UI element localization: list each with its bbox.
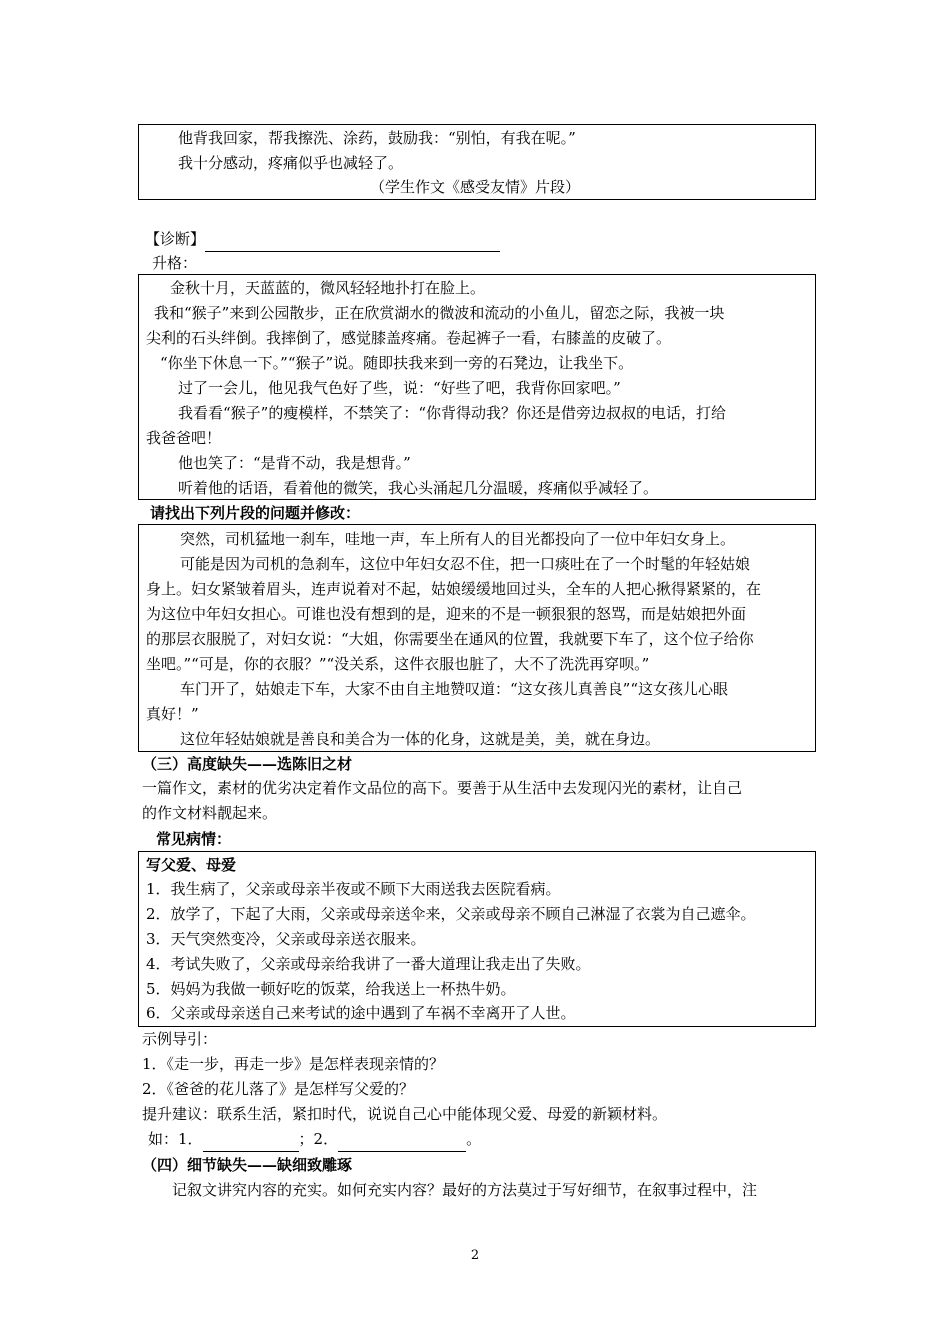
guide-label: 示例导引： — [142, 1030, 218, 1048]
symptom-item-1: 1．我生病了，父亲或母亲半夜或不顾下大雨送我去医院看病。 — [146, 880, 561, 898]
symptom-item-2: 2．放学了，下起了大雨，父亲或母亲送伞来，父亲或母亲不顾自己淋湿了衣裳为自己遮伞。 — [146, 905, 756, 923]
excerpt2-line-3: 尖利的石头绊倒。我摔倒了，感觉膝盖疼痛。卷起裤子一看，右膝盖的皮破了。 — [146, 329, 672, 347]
symptom-item-5: 5．妈妈为我做一顿好吃的饭菜，给我送上一杯热牛奶。 — [146, 980, 516, 998]
excerpt2-line-6: 我看看“猴子”的瘦模样，不禁笑了：“你背得动我？你还是借旁边叔叔的电话，打给 — [178, 404, 727, 422]
example-blank-2[interactable] — [338, 1133, 466, 1152]
symptoms-title: 写父爱、母爱 — [146, 856, 237, 874]
diagnosis-label: 【诊断】 — [145, 227, 500, 252]
excerpt2-line-1: 金秋十月，天蓝蓝的，微风轻轻地扑打在脸上。 — [170, 279, 486, 297]
guide-question-1: 1．《走一步，再走一步》是怎样表现亲情的？ — [142, 1055, 445, 1073]
excerpt2-line-8: 他也笑了：“是背不动，我是想背。” — [178, 454, 411, 472]
excerpt3-line-5: 的那层衣服脱了，对妇女说：“大姐，你需要坐在通风的位置，我就要下车了，这个位子给你 — [146, 630, 754, 648]
excerpt2-line-4: “你坐下休息一下。”“猴子”说。随即扶我来到一旁的石凳边，让我坐下。 — [160, 354, 634, 372]
excerpt3-line-9: 这位年轻姑娘就是善良和美合为一体的化身，这就是美，美，就在身边。 — [180, 730, 661, 748]
guide-suggestion: 提升建议：联系生活，紧扣时代，说说自己心中能体现父爱、母爱的新颖材料。 — [142, 1105, 668, 1123]
excerpt3-line-2: 可能是因为司机的急刹车，这位中年妇女忍不住，把一口痰吐在了一个时髦的年轻姑娘 — [180, 555, 751, 573]
section3-para-line-2: 的作文材料靓起来。 — [142, 804, 278, 822]
section4-para: 记叙文讲究内容的充实。如何充实内容？最好的方法莫过于写好细节，在叙事过程中，注 — [172, 1181, 758, 1199]
diagnosis-blank[interactable] — [205, 233, 500, 252]
excerpt2-line-9: 听着他的话语，看着他的微笑，我心头涌起几分温暖，疼痛似乎减轻了。 — [178, 479, 659, 497]
symptom-item-4: 4．考试失败了，父亲或母亲给我讲了一番大道理让我走出了失败。 — [146, 955, 591, 973]
excerpt3-line-4: 为这位中年妇女担心。可谁也没有想到的是，迎来的不是一顿狠狠的怒骂，而是姑娘把外面 — [146, 605, 747, 623]
section3-para-line-1: 一篇作文，素材的优劣决定着作文品位的高下。要善于从生活中去发现闪光的素材，让自己 — [142, 779, 743, 797]
excerpt1-line-1: 他背我回家，帮我擦洗、涂药，鼓励我：“别怕，有我在呢。” — [178, 129, 576, 147]
excerpt2-line-5: 过了一会儿，他见我气色好了些，说：“好些了吧，我背你回家吧。” — [178, 379, 621, 397]
guide-example: 如：1． ；2． 。 — [148, 1127, 481, 1152]
section4-heading: （四）细节缺失——缺细致雕琢 — [142, 1156, 353, 1174]
symptom-item-6: 6．父亲或母亲送自己来考试的途中遇到了车祸不幸离开了人世。 — [146, 1004, 576, 1022]
excerpt3-line-3: 身上。妇女紧皱着眉头，连声说着对不起，姑娘缓缓地回过头，全车的人把心揪得紧紧的，在 — [146, 580, 762, 598]
task-heading: 请找出下列片段的问题并修改： — [150, 504, 361, 522]
excerpt2-line-7: 我爸爸吧！ — [146, 429, 222, 447]
upgrade-label: 升格： — [152, 254, 198, 272]
excerpt1-source: （学生作文《感受友情》片段） — [370, 178, 581, 196]
excerpt2-line-2: 我和“猴子”来到公园散步，正在欣赏湖水的微波和流动的小鱼儿，留恋之际，我被一块 — [154, 304, 725, 322]
excerpt3-line-8: 真好！” — [146, 705, 199, 723]
excerpt1-line-2: 我十分感动，疼痛似乎也减轻了。 — [178, 154, 404, 172]
excerpt3-line-1: 突然，司机猛地一刹车，哇地一声，车上所有人的目光都投向了一位中年妇女身上。 — [180, 530, 736, 548]
section3-heading: （三）高度缺失——选陈旧之材 — [142, 755, 353, 773]
guide-question-2: 2．《爸爸的花儿落了》是怎样写父爱的？ — [142, 1080, 415, 1098]
excerpt3-line-7: 车门开了，姑娘走下车，大家不由自主地赞叹道：“这女孩儿真善良”“这女孩儿心眼 — [180, 680, 729, 698]
common-symptoms-label: 常见病情： — [156, 830, 232, 848]
symptom-item-3: 3．天气突然变冷，父亲或母亲送衣服来。 — [146, 930, 426, 948]
example-blank-1[interactable] — [203, 1133, 299, 1152]
excerpt3-line-6: 坐吧。”“可是，你的衣服？”“没关系，这件衣服也脏了，大不了洗洗再穿呗。” — [146, 655, 650, 673]
page-number: 2 — [470, 1248, 480, 1263]
